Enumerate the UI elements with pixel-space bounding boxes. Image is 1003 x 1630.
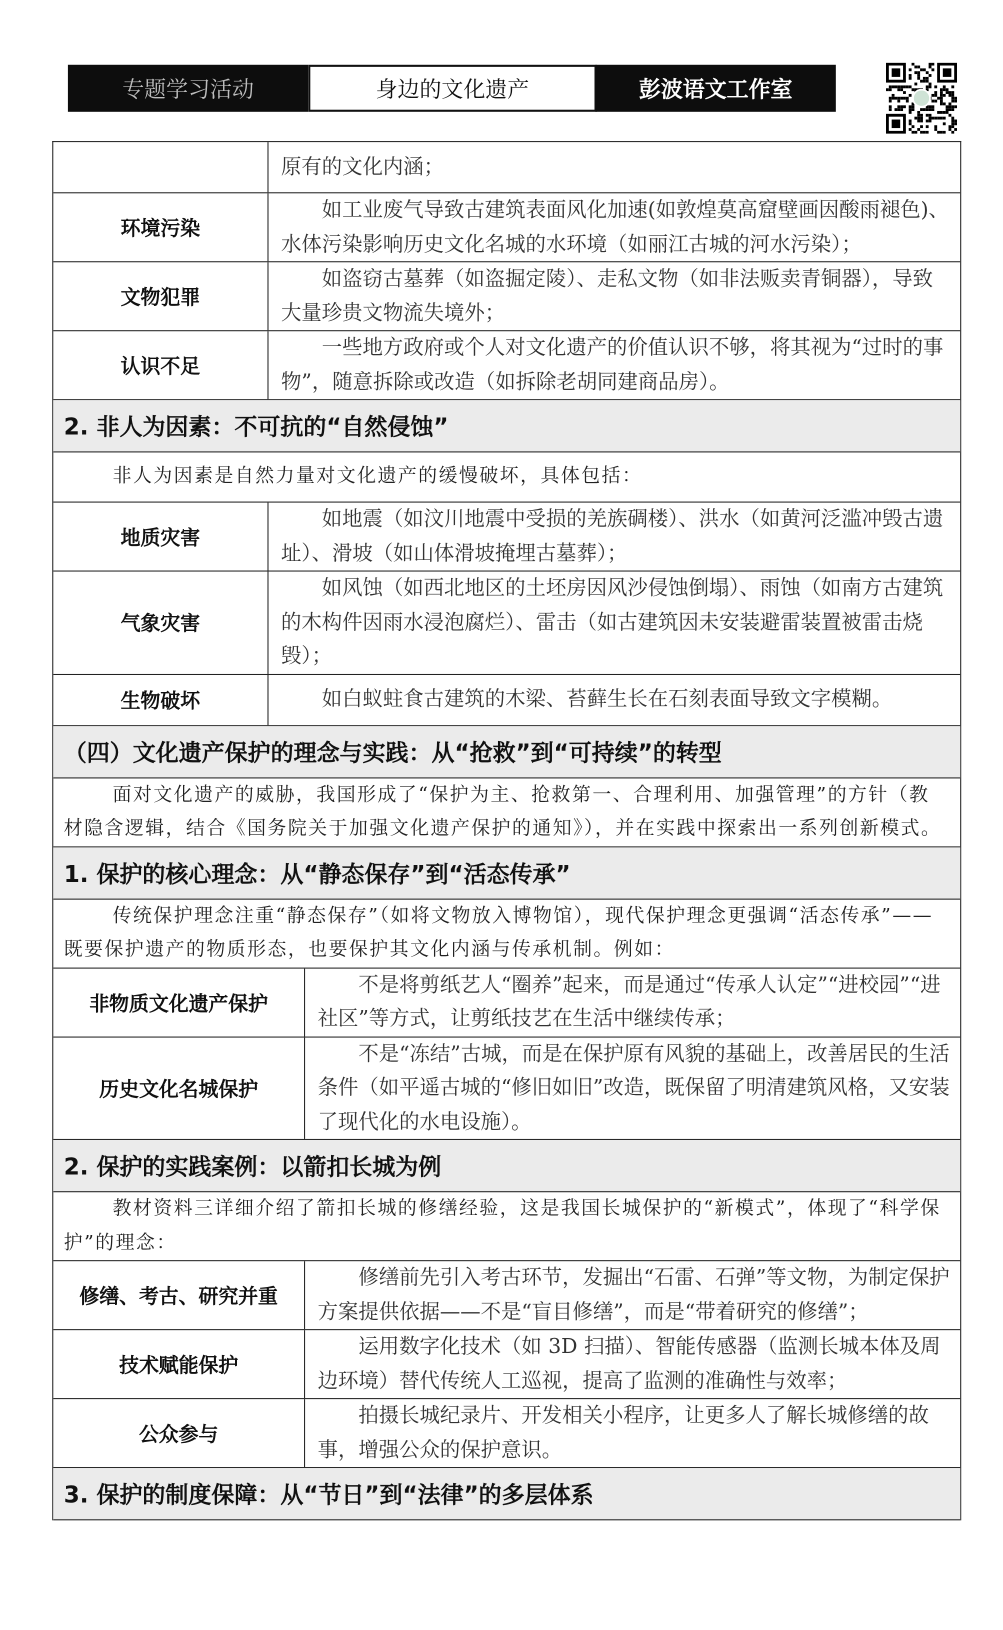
section-heading: 2. 保护的实践案例：以箭扣长城为例 [53,1140,960,1192]
row-description-cell [269,674,961,724]
paragraph-row [53,1192,960,1261]
row-label: 地质灾害 [53,503,268,571]
table-row [53,262,960,331]
row-label [53,142,268,192]
row-description: 如工业废气导致古建筑表面风化加速(如敦煌莫高窟壁画因酸雨褪色)、水体污染影响历史文化名城的水环境（如丽江古城的河水污染）； [281,197,949,256]
section-heading: 2. 非人为因素：不可抗的“自然侵蚀” [53,400,960,452]
row-description: 如风蚀（如西北地区的土坯房因风沙侵蚀倒塌）、雨蚀（如南方古建筑的木构件因雨水浸泡腐烂）、雷击（如古建筑因未安装避雷装置被雷击烧毁）； [281,575,944,668]
row-description-cell [305,1330,960,1398]
section-heading: 3. 保护的制度保障：从“节日”到“法律”的多层体系 [53,1468,960,1520]
table-row [53,193,960,262]
paragraph-row [53,778,960,847]
paragraph-row [53,452,960,502]
row-description-cell [305,1261,960,1329]
row-label: 生物破坏 [53,674,268,724]
row-description-cell [269,572,961,674]
table-row [53,968,960,1037]
row-label: 技术赋能保护 [53,1330,305,1398]
paragraph-text: 非人为因素是自然力量对文化遗产的缓慢破坏，具体包括： [112,465,643,488]
row-description-cell [269,142,961,192]
row-description-cell [269,193,961,261]
table-row [53,331,960,400]
table-row [53,1261,960,1330]
row-description: 修缮前先引入考古环节，发掘出“石雷、石弹”等文物，为制定保护方案提供依据——不是“盲目修缮”，而是“带着研究的修缮”； [317,1265,950,1324]
row-label: 公众参与 [53,1399,305,1467]
paragraph-text: 面对文化遗产的威胁，我国形成了“保护为主、抢救第一、合理利用、加强管理”的方针（教材隐含逻辑，结合《国务院关于加强文化遗产保护的通知》），并在实践中探索出一系列创新模式。 [63,783,942,840]
row-description: 原有的文化内涵； [281,154,445,179]
row-description: 如地震（如汶川地震中受损的羌族碉楼）、洪水（如黄河泛滥冲毁古遗址）、滑坡（如山体滑坡掩埋古墓葬）； [281,506,944,565]
row-description: 如白蚁蛀食古建筑的木梁、苔藓生长在石刻表面导致文字模糊。 [321,686,893,711]
paragraph-text: 传统保护理念注重“静态保存”（如将文物放入博物馆），现代保护理念更强调“活态传承”——既要保护遗产的物质形态，也要保护其文化内涵与传承机制。例如： [63,904,934,961]
row-label: 非物质文化遗产保护 [53,968,305,1036]
row-label: 气象灾害 [53,572,268,674]
content-table [52,141,961,1520]
row-label: 文物犯罪 [53,262,268,330]
row-label: 修缮、考古、研究并重 [53,1261,305,1329]
table-row [53,1037,960,1140]
row-description: 如盗窃古墓葬（如盗掘定陵）、走私文物（如非法贩卖青铜器），导致大量珍贵文物流失境外； [281,266,934,325]
table-row [53,1330,960,1399]
row-description-cell [305,1037,960,1139]
section-heading: （四）文化遗产保护的理念与实践：从“抢救”到“可持续”的转型 [53,726,960,778]
qr-code-icon [886,63,957,134]
table-row [53,674,960,725]
row-description: 不是“冻结”古城，而是在保护原有风貌的基础上，改善居民的生活条件（如平遥古城的“修旧如旧”改造，既保留了明清建筑风格，又安装了现代化的水电设施）。 [317,1041,950,1134]
table-row [53,142,960,193]
paragraph-row [53,899,960,968]
row-description: 一些地方政府或个人对文化遗产的价值认识不够，将其视为“过时的事物”，随意拆除或改造（如拆除老胡同建商品房）。 [281,335,944,394]
header-title: 身边的文化遗产 [308,65,596,112]
row-label: 历史文化名城保护 [53,1037,305,1139]
row-description: 拍摄长城纪录片、开发相关小程序，让更多人了解长城修缮的故事，增强公众的保护意识。 [317,1403,929,1462]
table-row [53,503,960,572]
row-description: 运用数字化技术（如 3D 扫描）、智能传感器（监测长城本体及周边环境）替代传统人工巡视，提高了监测的准确性与效率； [317,1334,941,1393]
table-row [53,1399,960,1468]
header-studio-name: 彭波语文工作室 [596,65,836,112]
row-description-cell [305,1399,960,1467]
section-heading: 1. 保护的核心理念：从“静态保存”到“活态传承” [53,847,960,899]
header-topic-label: 专题学习活动 [68,65,308,112]
row-description-cell [269,262,961,330]
table-row [53,572,960,675]
row-description-cell [269,331,961,399]
row-description-cell [269,503,961,571]
row-label: 认识不足 [53,331,268,399]
row-description: 不是将剪纸艺人“圈养”起来，而是通过“传承人认定”“进校园”“进社区”等方式，让剪纸技艺在生活中继续传承； [317,972,941,1031]
paragraph-text: 教材资料三详细介绍了箭扣长城的修缮经验，这是我国长城保护的“新模式”，体现了“科学保护”的理念： [63,1197,941,1254]
row-description-cell [305,968,960,1036]
row-label: 环境污染 [53,193,268,261]
